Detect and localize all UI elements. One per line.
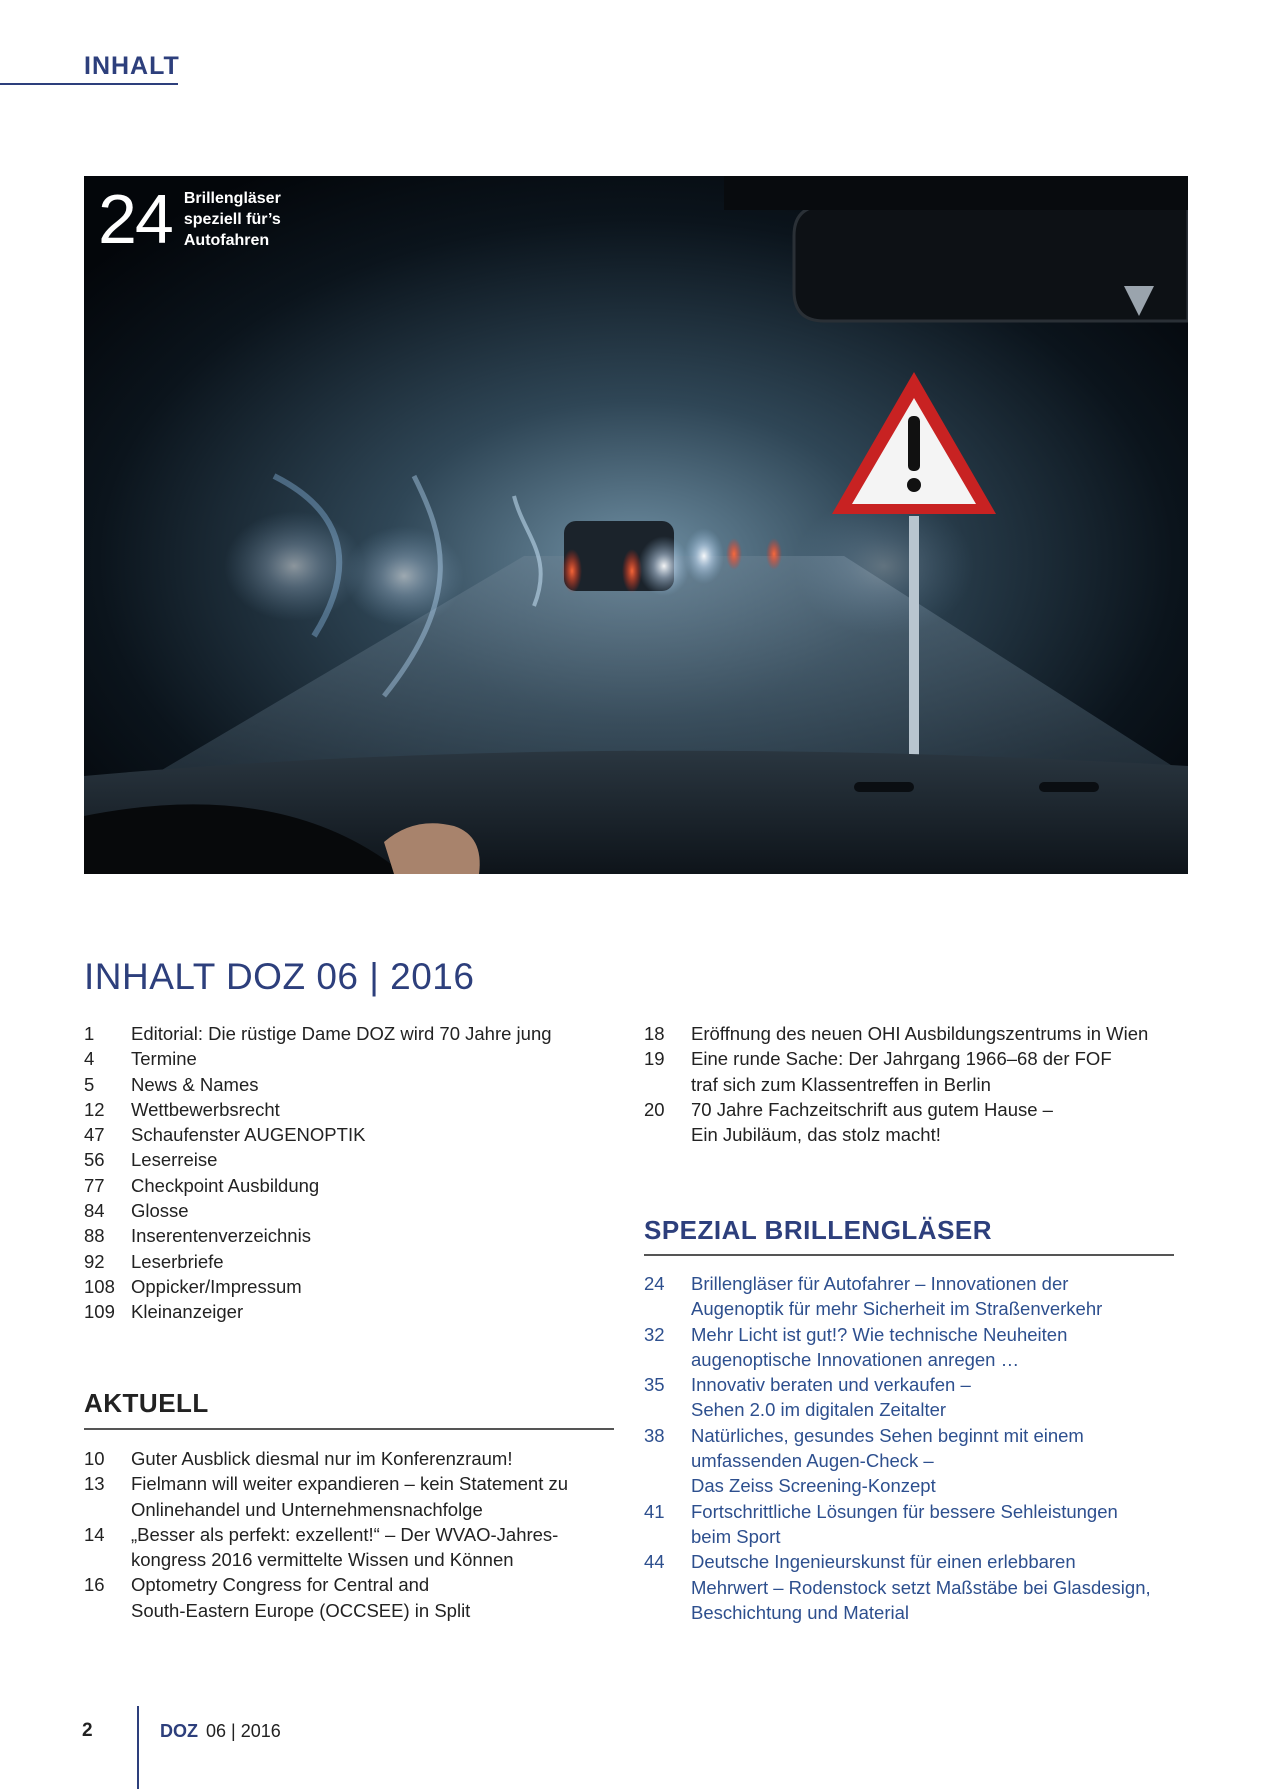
toc-entry-title (131, 1299, 624, 1324)
toc-entry-title (131, 1147, 624, 1172)
cover-badge (98, 180, 281, 258)
toc-entry (84, 1249, 624, 1274)
toc-right-list (644, 1021, 1204, 1147)
toc-entry-title (131, 1072, 624, 1097)
toc-entry (84, 1097, 624, 1122)
toc-entry (84, 1274, 624, 1299)
toc-entry-title (131, 1122, 624, 1147)
toc-entry-line: Wettbewerbsrecht (131, 1098, 280, 1120)
toc-spezial-list (644, 1271, 1204, 1625)
toc-entry-title (691, 1423, 1204, 1499)
toc-entry-page: 44 (644, 1551, 665, 1573)
toc-entry-title (691, 1322, 1204, 1373)
toc-entry-line: Termine (131, 1048, 197, 1070)
toc-entry-title (131, 1046, 624, 1071)
toc-entry-line: beim Sport (691, 1525, 781, 1547)
toc-entry-page: 32 (644, 1323, 665, 1345)
toc-entry (644, 1549, 1204, 1625)
toc-general-list (84, 1021, 624, 1325)
toc-aktuell-list (84, 1446, 624, 1623)
toc-entry-title (131, 1522, 624, 1573)
toc-entry-title (691, 1021, 1204, 1046)
toc-entry-page: 77 (84, 1174, 105, 1196)
toc-entry-title (691, 1549, 1204, 1625)
toc-entry-line: Eröffnung des neuen OHI Ausbildungszentrums in Wien (691, 1023, 1149, 1044)
toc-entry-line: Inserentenverzeichnis (131, 1225, 311, 1247)
cover-badge-line: Autofahren (183, 231, 270, 249)
toc-entry-title (131, 1471, 624, 1522)
toc-entry-line: Ein Jubiläum, das stolz macht! (691, 1124, 941, 1146)
toc-entry-title (131, 1223, 624, 1248)
cover-badge-number: 24 (98, 180, 172, 258)
toc-entry (84, 1522, 624, 1573)
cover-badge-text (184, 188, 281, 251)
toc-entry-title (131, 1249, 624, 1274)
toc-entry-line: Eine runde Sache: Der Jahrgang 1966–68 der FOF (691, 1048, 1112, 1070)
toc-entry-line: Schaufenster AUGENOPTIK (131, 1124, 366, 1146)
toc-entry-title (131, 1097, 624, 1122)
toc-entry-line: Optometry Congress for Central and (131, 1574, 430, 1596)
toc-entry-page: 92 (84, 1250, 105, 1272)
toc-entry (84, 1173, 624, 1198)
toc-entry-line: Das Zeiss Screening-Konzept (691, 1475, 936, 1497)
toc-entry-page: 108 (84, 1275, 115, 1297)
toc-entry-page: 41 (644, 1500, 665, 1522)
toc-entry (84, 1572, 624, 1623)
toc-entry (84, 1046, 624, 1071)
toc-entry-line: Natürliches, gesundes Sehen beginnt mit einem (691, 1424, 1084, 1446)
toc-entry-line: Guter Ausblick diesmal nur im Konferenzraum! (131, 1448, 513, 1469)
toc-entry-line: Mehrwert – Rodenstock setzt Maßstäbe bei Glasdesign, (691, 1576, 1151, 1598)
toc-entry-page: 13 (84, 1473, 105, 1495)
toc-entry-page: 5 (84, 1073, 95, 1095)
toc-entry (644, 1097, 1204, 1148)
toc-entry-line: umfassenden Augen-Check – (691, 1450, 934, 1472)
toc-entry (84, 1299, 624, 1324)
toc-entry-title (131, 1446, 624, 1471)
toc-entry-page: 20 (644, 1098, 665, 1120)
toc-entry-line: Leserbriefe (131, 1250, 224, 1272)
toc-entry (84, 1471, 624, 1522)
section-rule (644, 1254, 1174, 1256)
toc-entry-page: 12 (84, 1098, 105, 1120)
toc-entry (644, 1372, 1204, 1423)
toc-entry-line: Fortschrittliche Lösungen für bessere Sehleistungen (691, 1500, 1118, 1522)
toc-entry (84, 1446, 624, 1471)
toc-entry-title (691, 1097, 1204, 1148)
toc-entry-page: 14 (84, 1523, 105, 1545)
toc-entry-line: Deutsche Ingenieurskunst für einen erlebbaren (691, 1551, 1076, 1573)
toc-entry-title (691, 1499, 1204, 1550)
toc-entry (84, 1122, 624, 1147)
toc-entry-line: augenoptische Innovationen anregen … (691, 1348, 1020, 1370)
footer-issue-number: 06 | 2016 (206, 1721, 281, 1741)
toc-entry-line: Leserreise (131, 1149, 218, 1171)
toc-entry-line: 70 Jahre Fachzeitschrift aus gutem Hause – (691, 1098, 1053, 1120)
toc-entry (84, 1223, 624, 1248)
section-heading-spezial: SPEZIAL BRILLENGLÄSER (644, 1215, 993, 1245)
toc-entry-page: 19 (644, 1048, 665, 1070)
section-heading-aktuell: AKTUELL (84, 1388, 209, 1418)
section-rule (84, 1428, 614, 1430)
toc-entry (644, 1322, 1204, 1373)
toc-entry-title (131, 1572, 624, 1623)
toc-entry-line: South-Eastern Europe (OCCSEE) in Split (131, 1599, 471, 1621)
cover-badge-line: speziell für’s (183, 210, 281, 228)
footer-rule (137, 1706, 139, 1789)
footer-issue (160, 1721, 281, 1742)
toc-entry-line: Editorial: Die rüstige Dame DOZ wird 70 Jahre jung (131, 1023, 552, 1044)
toc-entry-line: Innovativ beraten und verkaufen – (691, 1374, 971, 1396)
toc-entry-page: 109 (84, 1301, 115, 1323)
toc-entry-page: 18 (644, 1023, 665, 1044)
toc-entry (84, 1021, 624, 1046)
toc-entry-line: Fielmann will weiter expandieren – kein Statement zu (131, 1473, 569, 1495)
toc-entry-line: Mehr Licht ist gut!? Wie technische Neuheiten (691, 1323, 1068, 1345)
toc-title: INHALT DOZ 06 | 2016 (84, 956, 475, 997)
toc-entry-page: 35 (644, 1374, 665, 1396)
toc-entry (644, 1499, 1204, 1550)
toc-entry-page: 16 (84, 1574, 105, 1596)
toc-entry-line: Brillengläser für Autofahrer – Innovationen der (691, 1273, 1069, 1294)
toc-entry-page: 1 (84, 1023, 95, 1044)
toc-entry-title (691, 1046, 1204, 1097)
cover-photo (84, 176, 1188, 874)
toc-entry-title (131, 1173, 624, 1198)
toc-entry-line: Beschichtung und Material (691, 1601, 910, 1623)
toc-entry-title (691, 1271, 1204, 1322)
toc-entry-page: 47 (84, 1124, 105, 1146)
toc-entry-line: kongress 2016 vermittelte Wissen und Können (131, 1549, 514, 1571)
toc-entry-line: Oppicker/Impressum (131, 1275, 302, 1297)
footer-brand: DOZ (160, 1721, 198, 1741)
toc-entry-title (691, 1372, 1204, 1423)
toc-entry-line: Sehen 2.0 im digitalen Zeitalter (691, 1399, 947, 1421)
toc-entry-page: 10 (84, 1448, 105, 1469)
toc-entry-page: 88 (84, 1225, 105, 1247)
toc-entry-title (131, 1021, 624, 1046)
toc-entry-page: 56 (84, 1149, 105, 1171)
toc-entry (84, 1147, 624, 1172)
page-number: 2 (82, 1720, 93, 1741)
toc-entry (644, 1271, 1204, 1322)
toc-entry-line: Onlinehandel und Unternehmensnachfolge (131, 1498, 483, 1520)
toc-entry-line: Kleinanzeiger (131, 1301, 244, 1323)
toc-entry-line: traf sich zum Klassentreffen in Berlin (691, 1073, 991, 1095)
cover-badge-line: Brillengläser (183, 189, 281, 207)
section-label: INHALT (84, 52, 180, 80)
night-driving-photo (84, 176, 1188, 874)
toc-entry-page: 84 (84, 1200, 105, 1222)
toc-entry-page: 38 (644, 1424, 665, 1446)
toc-entry-line: News & Names (131, 1073, 259, 1095)
toc-entry-title (131, 1198, 624, 1223)
toc-entry (644, 1021, 1204, 1046)
toc-entry-page: 4 (84, 1048, 95, 1070)
toc-entry (84, 1072, 624, 1097)
toc-entry (644, 1423, 1204, 1499)
header-rule (0, 83, 178, 85)
toc-entry-title (131, 1274, 624, 1299)
toc-entry (84, 1198, 624, 1223)
toc-entry-line: Checkpoint Ausbildung (131, 1174, 320, 1196)
toc-entry-line: Glosse (131, 1200, 189, 1222)
toc-entry-page: 24 (644, 1273, 665, 1294)
toc-entry-line: Augenoptik für mehr Sicherheit im Straßenverkehr (691, 1298, 1103, 1320)
toc-entry-line: „Besser als perfekt: exzellent!“ – Der WVAO-Jahres- (131, 1523, 559, 1545)
toc-entry (644, 1046, 1204, 1097)
